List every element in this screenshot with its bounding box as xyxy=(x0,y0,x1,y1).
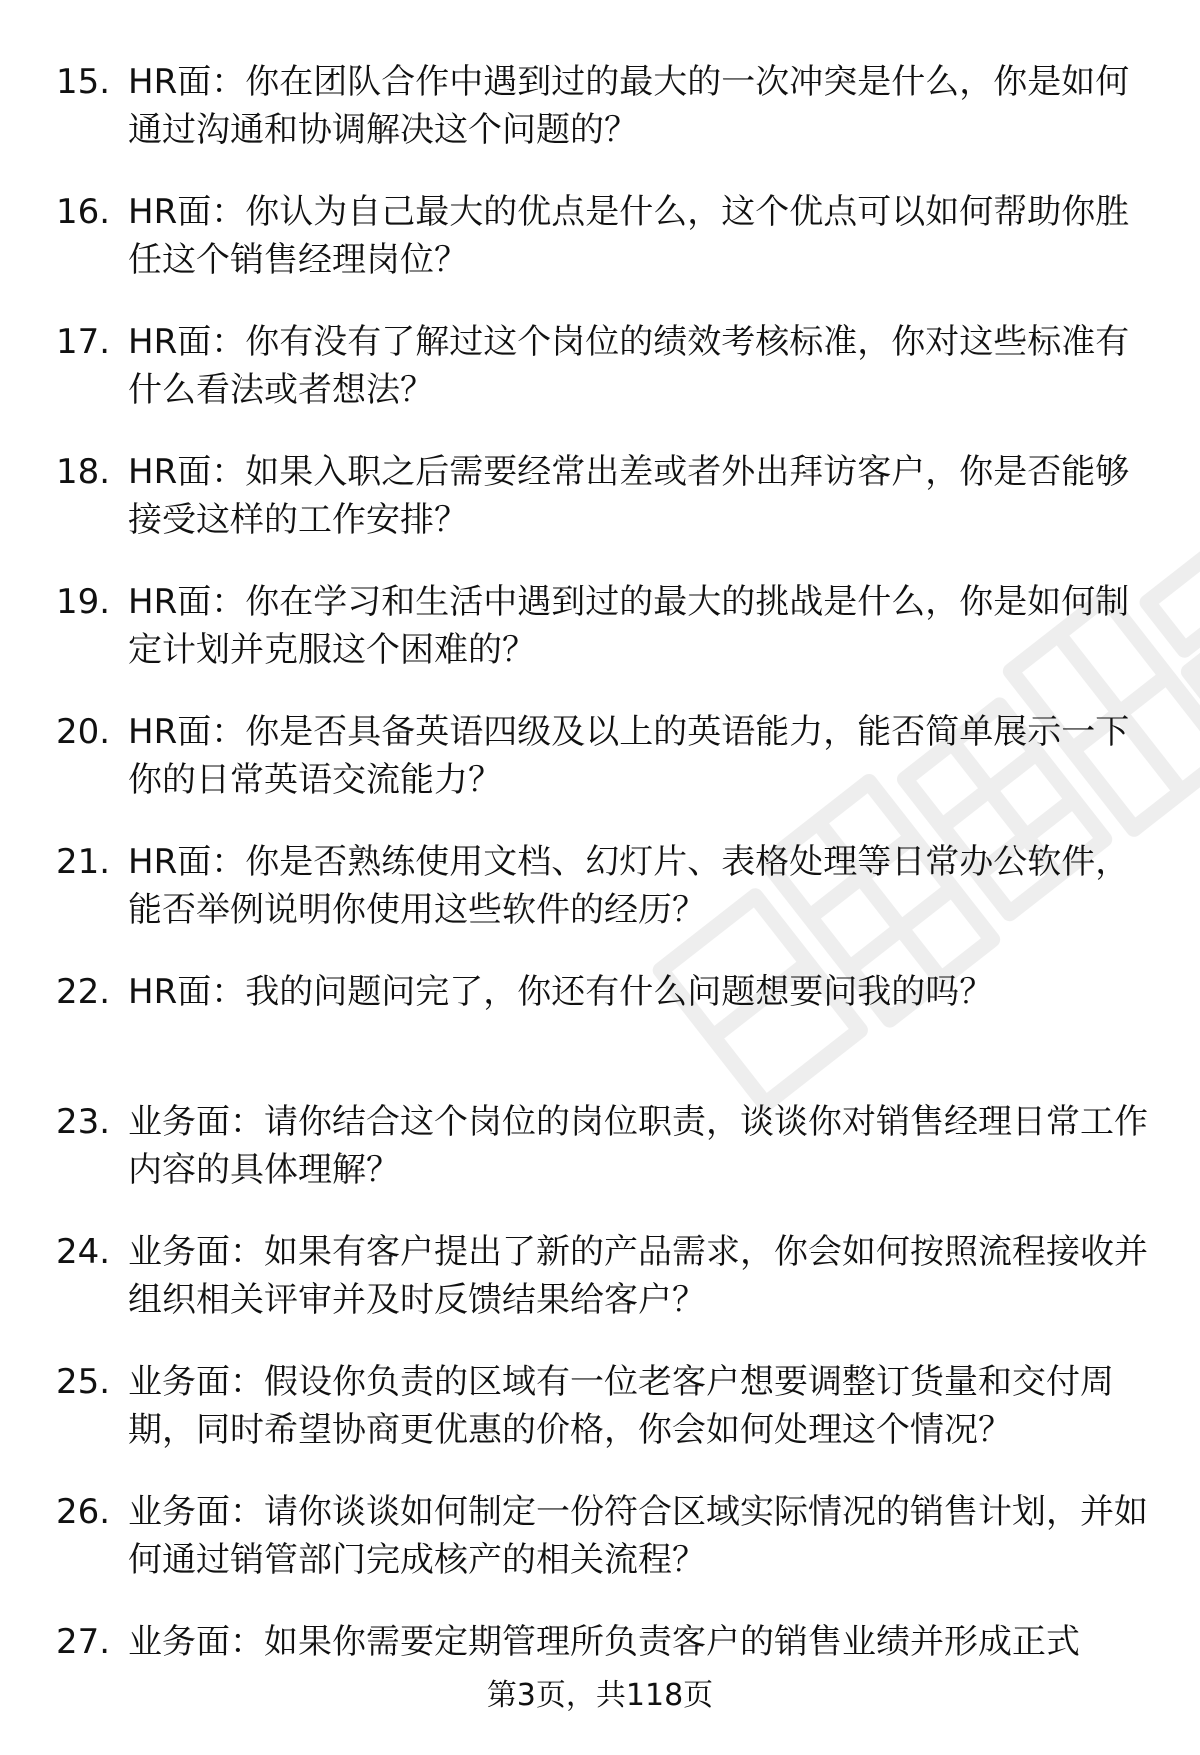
list-item xyxy=(0,188,1200,318)
question-number: 22. xyxy=(56,972,111,1012)
question-number: 20. xyxy=(56,712,111,752)
list-item xyxy=(0,1098,1200,1228)
question-text: HR面：你在团队合作中遇到过的最大的一次冲突是什么，你是如何通过沟通和协调解决这个问题的？ xyxy=(128,62,1130,150)
list-item xyxy=(0,1228,1200,1358)
page-footer: 第3页，共118页 xyxy=(486,1678,714,1713)
list-item xyxy=(0,448,1200,578)
list-item xyxy=(0,968,1200,1098)
list-item xyxy=(0,1358,1200,1488)
list-item xyxy=(0,318,1200,448)
question-text: HR面：如果入职之后需要经常出差或者外出拜访客户，你是否能够接受这样的工作安排？ xyxy=(128,452,1130,540)
question-text: 业务面：假设你负责的区域有一位老客户想要调整订货量和交付周期，同时希望协商更优惠的价格，你会如何处理这个情况？ xyxy=(128,1362,1114,1450)
question-text: 业务面：请你结合这个岗位的岗位职责，谈谈你对销售经理日常工作内容的具体理解？ xyxy=(128,1102,1148,1190)
question-text: 业务面：如果你需要定期管理所负责客户的销售业绩并形成正式 xyxy=(128,1622,1080,1662)
question-text: HR面：你是否具备英语四级及以上的英语能力，能否简单展示一下你的日常英语交流能力？ xyxy=(128,712,1130,800)
list-item xyxy=(0,58,1200,188)
question-number: 16. xyxy=(56,192,111,232)
question-text: HR面：你有没有了解过这个岗位的绩效考核标准，你对这些标准有什么看法或者想法？ xyxy=(128,322,1130,410)
question-text: HR面：你在学习和生活中遇到过的最大的挑战是什么，你是如何制定计划并克服这个困难的？ xyxy=(128,582,1130,670)
question-text: HR面：你认为自己最大的优点是什么，这个优点可以如何帮助你胜任这个销售经理岗位？ xyxy=(128,192,1130,280)
list-item xyxy=(0,1488,1200,1618)
list-item xyxy=(0,578,1200,708)
question-list xyxy=(0,58,1200,1748)
question-number: 23. xyxy=(56,1102,111,1142)
question-text: 业务面：如果有客户提出了新的产品需求，你会如何按照流程接收并组织相关评审并及时反馈结果给客户？ xyxy=(128,1232,1148,1320)
question-number: 17. xyxy=(56,322,111,362)
question-number: 24. xyxy=(56,1232,111,1272)
question-text: 业务面：请你谈谈如何制定一份符合区域实际情况的销售计划，并如何通过销管部门完成核产的相关流程？ xyxy=(128,1492,1148,1580)
question-number: 19. xyxy=(56,582,111,622)
question-text: HR面：你是否熟练使用文档、幻灯片、表格处理等日常办公软件，能否举例说明你使用这些软件的经历？ xyxy=(128,842,1130,930)
question-number: 25. xyxy=(56,1362,111,1402)
question-number: 21. xyxy=(56,842,111,882)
question-number: 18. xyxy=(56,452,111,492)
list-item xyxy=(0,838,1200,968)
question-number: 15. xyxy=(56,62,111,102)
list-item xyxy=(0,708,1200,838)
question-number: 26. xyxy=(56,1492,111,1532)
question-number: 27. xyxy=(56,1622,111,1662)
question-text: HR面：我的问题问完了，你还有什么问题想要问我的吗？ xyxy=(128,972,994,1012)
